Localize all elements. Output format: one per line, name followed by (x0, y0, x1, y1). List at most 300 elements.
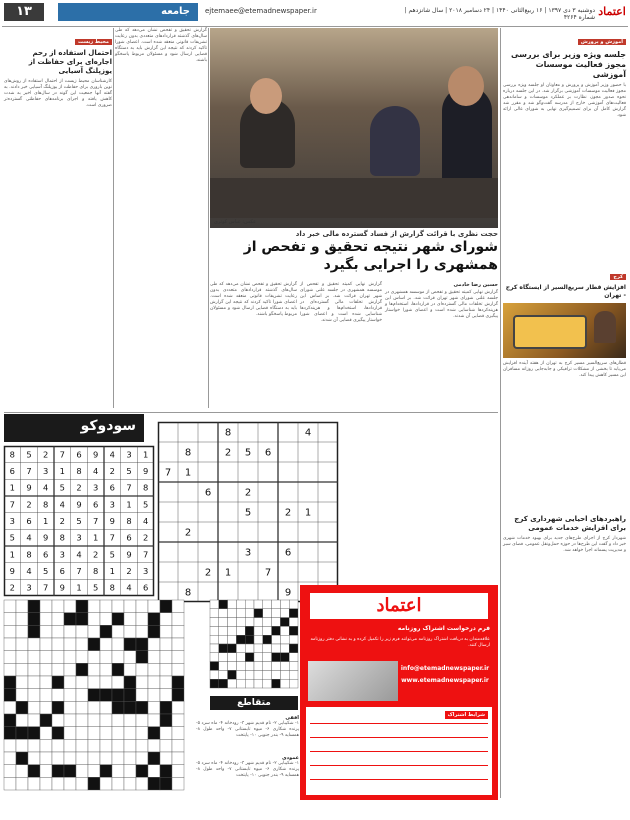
crossword-small-cell[interactable] (272, 600, 281, 609)
crossword-small-cell[interactable] (272, 644, 281, 653)
crossword-small-cell[interactable] (263, 609, 272, 618)
clues-body-2: ۱- شکیبایی ۲- نام قدیم شهر ۳- رودخانه ۴- ماه سرد ۵- پرنده شکاری ۶- میوه تابستانی ۷- واحد طول ۸- همسایه ۹- بندر جنوبی ۱۰- پایتخت (196, 761, 300, 778)
sudoku-solution-digit: 4 (26, 566, 32, 576)
crossword-large-cell[interactable] (124, 714, 136, 727)
crossword-small-cell[interactable] (272, 618, 281, 627)
crossword-large-cell[interactable] (124, 600, 136, 613)
crossword-large-cell[interactable] (4, 777, 16, 790)
crossword-small-cell[interactable] (228, 662, 237, 671)
crossword-large-cell[interactable] (76, 739, 88, 752)
crossword-large-cell[interactable] (40, 676, 52, 689)
crossword-large-cell[interactable] (112, 752, 124, 765)
sudoku-solution-digit: 6 (93, 499, 99, 510)
crossword-large-cell[interactable] (100, 663, 112, 676)
crossword-small-cell[interactable] (280, 670, 289, 679)
sudoku-solution-digit: 3 (26, 582, 32, 593)
crossword-small-cell[interactable] (254, 653, 263, 662)
crossword-small-cell[interactable] (228, 679, 237, 688)
crossword-small-cell[interactable] (272, 609, 281, 618)
crossword-large-cell[interactable] (28, 739, 40, 752)
crossword-large-cell[interactable] (112, 739, 124, 752)
crossword-small-cell[interactable] (263, 670, 272, 679)
crossword-large-cell[interactable] (100, 739, 112, 752)
crossword-small-cell[interactable] (245, 644, 254, 653)
crossword-small-cell[interactable] (280, 600, 289, 609)
crossword-large-cell[interactable] (40, 613, 52, 626)
crossword-large-cell[interactable] (160, 625, 172, 638)
crossword-large-cell[interactable] (52, 689, 64, 702)
crossword-small-cell[interactable] (210, 635, 219, 644)
crossword-small-cell[interactable] (272, 670, 281, 679)
crossword-small-cell[interactable] (245, 600, 254, 609)
ad-web[interactable]: www.etemadnewspaper.ir (401, 677, 489, 684)
crossword-large-cell[interactable] (124, 651, 136, 664)
crossword-large-cell[interactable] (112, 625, 124, 638)
crossword-small-cell[interactable] (236, 644, 245, 653)
crossword-large-cell[interactable] (4, 651, 16, 664)
sudoku-solution-digit: 6 (126, 532, 132, 543)
crossword-small-cell[interactable] (228, 618, 237, 627)
sudoku-solution-digit: 7 (143, 549, 149, 560)
clues-body: ۱- شکیبایی ۲- نام قدیم شهر ۳- رودخانه ۴- ماه سرد ۵- پرنده شکاری ۶- میوه تابستانی ۷- واحد طول ۸- همسایه ۹- بندر جنوبی ۱۰- پایتخت (196, 721, 300, 738)
crossword-large-cell[interactable] (52, 752, 64, 765)
crossword-large-cell[interactable] (4, 765, 16, 778)
crossword-large-cell[interactable] (100, 600, 112, 613)
form-line-2 (310, 737, 488, 738)
crossword-large-cell[interactable] (148, 638, 160, 651)
crossword-large-cell[interactable] (124, 613, 136, 626)
crossword-large-cell[interactable] (124, 752, 136, 765)
crossword-small-cell (263, 635, 272, 644)
crossword-small-cell[interactable] (254, 600, 263, 609)
crossword-large-cell[interactable] (40, 600, 52, 613)
crossword-large-cell[interactable] (88, 625, 100, 638)
crossword-large-cell[interactable] (172, 765, 184, 778)
crossword-large-cell[interactable] (64, 625, 76, 638)
crossword-large-cell[interactable] (76, 701, 88, 714)
crossword-large-cell[interactable] (16, 625, 28, 638)
crossword-small-cell[interactable] (219, 635, 228, 644)
crossword-small-cell[interactable] (228, 653, 237, 662)
crossword-large-cell[interactable] (16, 663, 28, 676)
crossword-large-cell[interactable] (172, 752, 184, 765)
crossword-small-cell[interactable] (236, 609, 245, 618)
crossword-large-cell[interactable] (136, 777, 148, 790)
crossword-large-cell[interactable] (160, 613, 172, 626)
lead-author: حسین رضا خادمی (453, 282, 498, 288)
crossword-large-cell[interactable] (4, 625, 16, 638)
ad-body: علاقه‌مندان به دریافت اشتراک روزنامه می‌توانند فرم زیر را تکمیل کرده و به نشانی دفتر روزنامه ارسال کنند. (310, 637, 490, 648)
crossword-small-cell[interactable] (263, 626, 272, 635)
crossword-large-cell[interactable] (112, 765, 124, 778)
crossword-large-cell[interactable] (88, 765, 100, 778)
crossword-large-cell[interactable] (124, 625, 136, 638)
crossword-small-cell[interactable] (254, 670, 263, 679)
crossword-large-cell[interactable] (52, 625, 64, 638)
crossword-large-cell[interactable] (40, 638, 52, 651)
crossword-large-cell[interactable] (160, 651, 172, 664)
crossword-large-cell[interactable] (88, 613, 100, 626)
crossword-large-cell[interactable] (16, 714, 28, 727)
crossword-large-cell[interactable] (52, 663, 64, 676)
crossword-small-cell[interactable] (228, 600, 237, 609)
crossword-large-cell[interactable] (52, 777, 64, 790)
crossword-large-cell[interactable] (160, 638, 172, 651)
crossword-large-cell[interactable] (52, 600, 64, 613)
crossword-large-cell[interactable] (40, 752, 52, 765)
crossword-small-cell[interactable] (210, 626, 219, 635)
crossword-large-cell[interactable] (28, 638, 40, 651)
crossword-small-cell[interactable] (236, 600, 245, 609)
crossword-large-cell[interactable] (136, 714, 148, 727)
crossword-large-cell[interactable] (64, 689, 76, 702)
crossword-large-cell[interactable] (64, 739, 76, 752)
crossword-large-cell[interactable] (160, 727, 172, 740)
crossword-large-cell[interactable] (76, 651, 88, 664)
crossword-large-cell[interactable] (172, 613, 184, 626)
crossword-small-cell[interactable] (254, 644, 263, 653)
crossword-small-cell[interactable] (228, 635, 237, 644)
crossword-large-cell[interactable] (76, 689, 88, 702)
crossword-large-cell[interactable] (40, 689, 52, 702)
crossword-large-cell[interactable] (52, 651, 64, 664)
crossword-small-grid[interactable] (210, 600, 298, 688)
sudoku-solution-digit: 5 (93, 582, 99, 593)
crossword-large-cell[interactable] (28, 651, 40, 664)
crossword-small-cell[interactable] (263, 653, 272, 662)
crossword-small-cell[interactable] (280, 635, 289, 644)
crossword-large-cell[interactable] (52, 638, 64, 651)
crossword-large-cell[interactable] (88, 727, 100, 740)
crossword-small-cell[interactable] (219, 626, 228, 635)
crossword-large-cell[interactable] (148, 765, 160, 778)
sudoku-puzzle-digit: 6 (284, 547, 292, 559)
crossword-large-cell[interactable] (100, 701, 112, 714)
crossword-large-cell[interactable] (172, 777, 184, 790)
crossword-large-cell[interactable] (64, 600, 76, 613)
crossword-large-cell[interactable] (136, 663, 148, 676)
crossword-small-cell[interactable] (272, 635, 281, 644)
crossword-large-cell[interactable] (100, 613, 112, 626)
crossword-large-cell[interactable] (112, 651, 124, 664)
crossword-small-cell[interactable] (263, 644, 272, 653)
crossword-large-cell[interactable] (52, 714, 64, 727)
crossword-small-cell[interactable] (228, 609, 237, 618)
crossword-large-cell[interactable] (64, 663, 76, 676)
sudoku-solution-digit: 2 (143, 532, 149, 543)
section-email[interactable]: ejtemaee@etemadnewspaper.ir (205, 7, 317, 15)
sudoku-solution-digit: 3 (143, 566, 149, 576)
crossword-large-cell[interactable] (112, 600, 124, 613)
crossword-large-cell[interactable] (136, 613, 148, 626)
crossword-large-cell[interactable] (4, 739, 16, 752)
crossword-large-cell[interactable] (172, 600, 184, 613)
crossword-large-cell[interactable] (100, 638, 112, 651)
crossword-small-cell[interactable] (254, 679, 263, 688)
sudoku-solution-digit: 2 (43, 449, 49, 460)
crossword-large-cell[interactable] (112, 727, 124, 740)
crossword-large-cell[interactable] (64, 638, 76, 651)
crossword-large-cell[interactable] (40, 727, 52, 740)
crossword-large-cell (160, 765, 172, 778)
crossword-large-cell[interactable] (100, 777, 112, 790)
crossword-large-cell[interactable] (28, 714, 40, 727)
crossword-small-cell[interactable] (219, 670, 228, 679)
crossword-small-cell[interactable] (210, 644, 219, 653)
crossword-large-cell[interactable] (172, 701, 184, 714)
crossword-large-cell[interactable] (148, 676, 160, 689)
crossword-large-cell[interactable] (40, 651, 52, 664)
crossword-large-cell[interactable] (76, 765, 88, 778)
crossword-small-cell[interactable] (280, 644, 289, 653)
crossword-large-cell[interactable] (64, 727, 76, 740)
crossword-large-cell[interactable] (4, 752, 16, 765)
crossword-large-cell[interactable] (100, 676, 112, 689)
sudoku-solution-digit: 4 (126, 582, 132, 593)
crossword-small-cell[interactable] (245, 670, 254, 679)
crossword-large-cell[interactable] (100, 714, 112, 727)
crossword-large-cell[interactable] (100, 752, 112, 765)
crossword-large-cell[interactable] (172, 739, 184, 752)
crossword-small-cell[interactable] (289, 670, 298, 679)
crossword-large-cell[interactable] (112, 676, 124, 689)
crossword-small-cell[interactable] (254, 626, 263, 635)
crossword-large-cell[interactable] (16, 600, 28, 613)
crossword-large-cell (76, 663, 88, 676)
crossword-small-cell[interactable] (280, 626, 289, 635)
crossword-small-cell[interactable] (245, 662, 254, 671)
ad-email[interactable]: info@etemadnewspaper.ir (400, 665, 490, 672)
crossword-small-cell[interactable] (236, 618, 245, 627)
table-shape (210, 178, 498, 218)
crossword-small-cell[interactable] (219, 609, 228, 618)
crossword-large-cell[interactable] (4, 663, 16, 676)
crossword-large-cell[interactable] (40, 625, 52, 638)
crossword-small-cell[interactable] (263, 662, 272, 671)
env-body: کارشناسان محیط زیست از احتمال استفاده از روش‌های نوین باروری برای حفاظت از یوزپلنگ آسیایی خبر دادند. به گفته آنها جمعیت این گونه در سال‌های اخیر به شدت کاهش یافته و اجرای برنامه‌های حفاظتی گسترده‌تر ضروری است. (4, 79, 112, 108)
crossword-large-cell[interactable] (16, 777, 28, 790)
crossword-large-cell[interactable] (40, 739, 52, 752)
crossword-large-cell[interactable] (136, 625, 148, 638)
crossword-small-cell[interactable] (219, 618, 228, 627)
crossword-small-cell[interactable] (236, 670, 245, 679)
crossword-large-cell[interactable] (88, 600, 100, 613)
crossword-small-cell[interactable] (289, 618, 298, 627)
crossword-large-cell[interactable] (136, 739, 148, 752)
crossword-large-cell[interactable] (28, 663, 40, 676)
crossword-small-cell[interactable] (280, 662, 289, 671)
crossword-large-cell[interactable] (76, 638, 88, 651)
sudoku-solution-digit: 8 (126, 516, 132, 526)
crossword-large-cell[interactable] (16, 739, 28, 752)
crossword-large-cell[interactable] (136, 676, 148, 689)
crossword-large-cell[interactable] (76, 714, 88, 727)
crossword-large-cell[interactable] (16, 651, 28, 664)
crossword-large-cell[interactable] (136, 689, 148, 702)
crossword-large-cell[interactable] (88, 663, 100, 676)
crossword-large-cell[interactable] (160, 739, 172, 752)
crossword-large-cell[interactable] (124, 765, 136, 778)
crossword-large-cell[interactable] (160, 676, 172, 689)
crossword-large-cell[interactable] (124, 739, 136, 752)
crossword-large-cell[interactable] (28, 752, 40, 765)
crossword-large-cell[interactable] (64, 714, 76, 727)
crossword-large-cell[interactable] (16, 676, 28, 689)
crossword-large-cell[interactable] (76, 625, 88, 638)
crossword-large-cell[interactable] (172, 663, 184, 676)
crossword-large-cell[interactable] (148, 739, 160, 752)
crossword-large-cell[interactable] (148, 689, 160, 702)
crossword-small-cell[interactable] (263, 618, 272, 627)
crossword-large-cell[interactable] (40, 663, 52, 676)
crossword-small-cell[interactable] (210, 618, 219, 627)
crossword-large-cell[interactable] (40, 777, 52, 790)
crossword-large-grid[interactable] (4, 600, 194, 800)
sudoku-solution-digit: 1 (143, 449, 149, 460)
crossword-large-cell[interactable] (16, 638, 28, 651)
crossword-small-cell[interactable] (210, 600, 219, 609)
crossword-small-cell[interactable] (228, 626, 237, 635)
crossword-large-cell[interactable] (172, 651, 184, 664)
crossword-large-cell[interactable] (40, 765, 52, 778)
crossword-large-cell[interactable] (148, 701, 160, 714)
crossword-large-cell[interactable] (4, 613, 16, 626)
crossword-large-cell[interactable] (64, 676, 76, 689)
crossword-large-cell[interactable] (64, 651, 76, 664)
sudoku-solution-digit: 1 (126, 499, 132, 510)
crossword-small-cell[interactable] (245, 679, 254, 688)
crossword-small-cell[interactable] (254, 662, 263, 671)
crossword-small-cell[interactable] (236, 662, 245, 671)
crossword-large-cell[interactable] (88, 714, 100, 727)
crossword-large-cell[interactable] (76, 777, 88, 790)
crossword-small-cell[interactable] (210, 653, 219, 662)
crossword-large-cell[interactable] (172, 727, 184, 740)
crossword-large-cell[interactable] (100, 727, 112, 740)
crossword-small-cell[interactable] (289, 679, 298, 688)
crossword-small-cell[interactable] (245, 618, 254, 627)
sudoku-solution-digit: 7 (109, 532, 115, 543)
crossword-small-cell[interactable] (289, 600, 298, 609)
crossword-large-cell[interactable] (172, 625, 184, 638)
crossword-large-cell (100, 689, 112, 702)
crossword-large-cell[interactable] (4, 638, 16, 651)
crossword-large-cell[interactable] (88, 701, 100, 714)
sudoku-solution-digit: 2 (126, 566, 132, 576)
crossword-large-cell (136, 765, 148, 778)
crossword-large-cell[interactable] (16, 613, 28, 626)
sudoku-solution-digit: 8 (43, 499, 49, 510)
crossword-large-cell[interactable] (124, 777, 136, 790)
crossword-large-cell[interactable] (148, 651, 160, 664)
crossword-large-cell[interactable] (136, 752, 148, 765)
crossword-large-cell[interactable] (160, 752, 172, 765)
crossword-large-cell[interactable] (136, 600, 148, 613)
crossword-large-cell[interactable] (88, 752, 100, 765)
crossword-large-cell[interactable] (28, 777, 40, 790)
crossword-large-cell[interactable] (148, 663, 160, 676)
crossword-large-cell[interactable] (148, 600, 160, 613)
crossword-small-cell[interactable] (219, 653, 228, 662)
crossword-small-cell[interactable] (254, 635, 263, 644)
crossword-large-cell[interactable] (112, 714, 124, 727)
crossword-large-cell[interactable] (112, 638, 124, 651)
crossword-small-cell[interactable] (263, 600, 272, 609)
crossword-small-cell[interactable] (236, 679, 245, 688)
crossword-large-cell[interactable] (172, 714, 184, 727)
crossword-large-cell[interactable] (76, 727, 88, 740)
sudoku-solution-grid (4, 446, 154, 596)
crossword-small-cell[interactable] (289, 635, 298, 644)
clues-label: افقی (285, 715, 299, 721)
crossword-large-cell[interactable] (124, 663, 136, 676)
crossword-large-cell[interactable] (4, 701, 16, 714)
crossword-large-cell[interactable] (52, 613, 64, 626)
crossword-large-cell[interactable] (88, 651, 100, 664)
crossword-large-cell[interactable] (172, 638, 184, 651)
crossword-large-cell[interactable] (64, 777, 76, 790)
crossword-small-cell[interactable] (219, 662, 228, 671)
crossword-small-cell[interactable] (236, 653, 245, 662)
crossword-small-cell[interactable] (280, 609, 289, 618)
crossword-small-cell[interactable] (263, 679, 272, 688)
form-line-4 (310, 765, 488, 766)
crossword-large-cell[interactable] (16, 689, 28, 702)
puzzle-rule (4, 412, 498, 413)
sudoku-puzzle-grid[interactable] (158, 422, 338, 602)
crossword-small-cell[interactable] (272, 662, 281, 671)
crossword-large-cell[interactable] (28, 676, 40, 689)
crossword-small-cell (219, 644, 228, 653)
crossword-large-cell[interactable] (16, 765, 28, 778)
crossword-large-cell[interactable] (4, 600, 16, 613)
sudoku-solution-digit: 9 (126, 549, 132, 560)
crossword-large-cell[interactable] (52, 739, 64, 752)
subscription-form[interactable] (306, 707, 492, 795)
crossword-large-cell[interactable] (148, 714, 160, 727)
crossword-large-cell (100, 765, 112, 778)
crossword-small-cell[interactable] (280, 679, 289, 688)
form-line-1 (310, 723, 488, 724)
crossword-small-cell[interactable] (254, 618, 263, 627)
crossword-large-cell[interactable] (136, 727, 148, 740)
crossword-large-cell[interactable] (28, 701, 40, 714)
crossword-large-cell[interactable] (76, 752, 88, 765)
crossword-large-cell[interactable] (28, 689, 40, 702)
crossword-small-cell[interactable] (210, 609, 219, 618)
crossword-small-cell (236, 635, 245, 644)
crossword-large-cell[interactable] (112, 777, 124, 790)
crossword-large-cell[interactable] (88, 676, 100, 689)
crossword-large-cell[interactable] (88, 739, 100, 752)
crossword-small-cell[interactable] (245, 609, 254, 618)
crossword-large-cell[interactable] (160, 663, 172, 676)
crossword-large-cell[interactable] (160, 689, 172, 702)
crossword-small-cell[interactable] (289, 653, 298, 662)
crossword-small-cell[interactable] (236, 626, 245, 635)
crossword-small-cell[interactable] (289, 662, 298, 671)
crossword-small-cell (228, 644, 237, 653)
crossword-large-cell[interactable] (64, 701, 76, 714)
crossword-large-cell[interactable] (40, 701, 52, 714)
sudoku-puzzle (158, 422, 338, 602)
crossword-large-cell[interactable] (100, 651, 112, 664)
crossword-large-cell[interactable] (76, 676, 88, 689)
crossword-large-cell[interactable] (124, 727, 136, 740)
crossword-large-cell[interactable] (64, 752, 76, 765)
crossword-small-cell[interactable] (210, 670, 219, 679)
sudoku-puzzle-digit: 7 (264, 567, 272, 579)
